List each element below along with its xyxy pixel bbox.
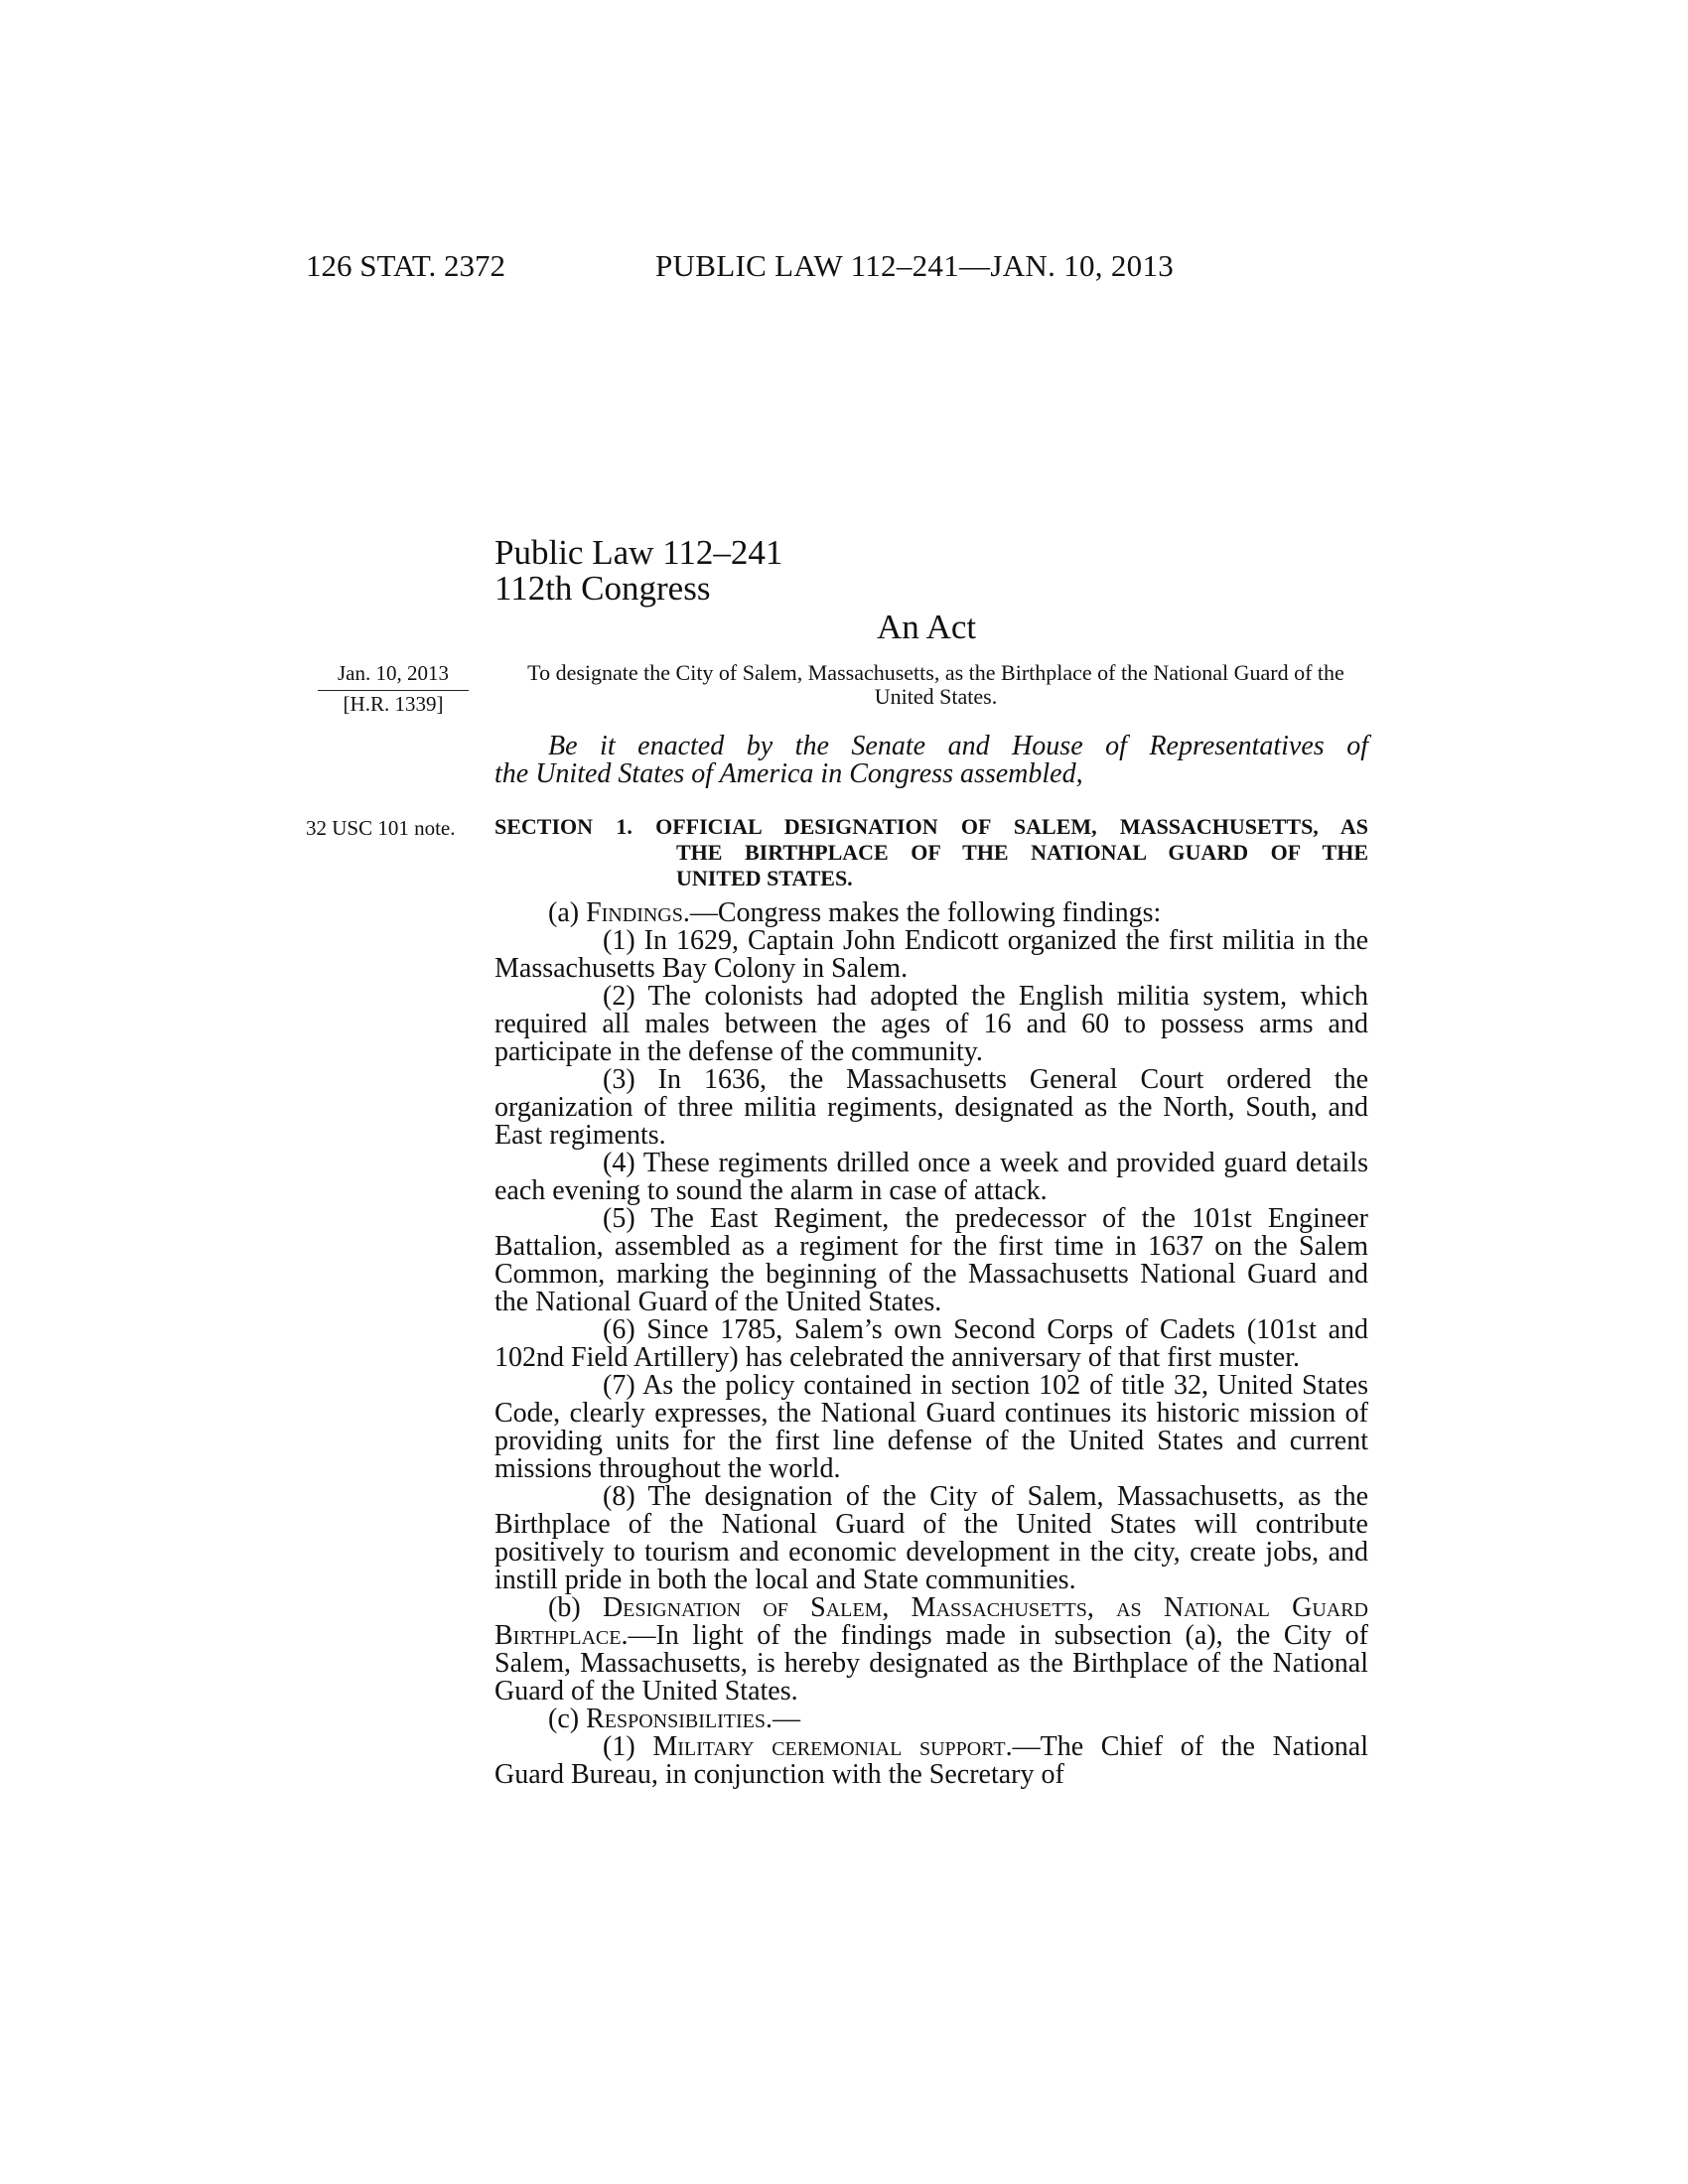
subsection-a [494, 899, 1368, 927]
act-purpose: To designate the City of Salem, Massachusetts, as the Birthplace of the National Guard of the United States. [527, 660, 1344, 709]
congress-number: 112th Congress [494, 569, 711, 608]
section-heading-line-2: THE BIRTHPLACE OF THE NATIONAL GUARD OF THE [676, 840, 1368, 865]
finding-6: (6) Since 1785, Salem’s own Second Corps of Cadets (101st and 102nd Field Artillery) has celebrated the anniversary of that first muster. [494, 1314, 1368, 1373]
subsection-a-label: (a) [548, 897, 587, 928]
act-title: An Act [877, 608, 977, 646]
finding-2: (2) The colonists had adopted the English militia system, which required all males between the ages of 16 and 60 to possess arms and participate in the defense of the community. [494, 981, 1368, 1067]
paragraph-c-1 [494, 1733, 1368, 1789]
enacting-clause [494, 733, 1368, 788]
paragraph-c-1-heading: Military ceremonial support [652, 1731, 1006, 1762]
finding-4: (4) These regiments drilled once a week and provided guard details each evening to sound the alarm in case of attack. [494, 1148, 1368, 1206]
paragraph-c-1-text: .—The Chief of the National Guard Bureau, in conjunction with the Secretary of [494, 1731, 1369, 1790]
subsection-c-dash: .— [765, 1704, 800, 1734]
finding-3: (3) In 1636, the Massachusetts General Court ordered the organization of three militia regiments, designated as the North, South, and East regiments. [494, 1064, 1368, 1151]
finding-8: (8) The designation of the City of Salem, Massachusetts, as the Birthplace of the National Guard of the United States will contribute positively to tourism and economic development in the city, create jobs, and instill pride in both the local and State communities. [494, 1481, 1368, 1595]
enacting-clause-line-2: the United States of America in Congress assembled, [494, 758, 1083, 789]
paragraph-c-1-label: (1) [603, 1731, 653, 1762]
margin-note-bill-number: [H.R. 1339] [343, 692, 444, 716]
section-heading-line-1: SECTION 1. OFFICIAL DESIGNATION OF SALEM, MASSACHUSETTS, AS [494, 814, 1368, 839]
subsection-c-heading: Responsibilities [586, 1704, 766, 1734]
finding-1: (1) In 1629, Captain John Endicott organized the first militia in the Massachusetts Bay Colony in Salem. [494, 925, 1368, 984]
subsection-b [494, 1594, 1368, 1706]
subsection-a-intro: .—Congress makes the following findings: [682, 897, 1162, 928]
section-heading [494, 814, 1368, 891]
subsection-a-heading: Findings [586, 897, 683, 928]
subsection-b-text: .—In light of the findings made in subsection (a), the City of Salem, Massachusetts, is hereby designated as the Birthplace of the National Guard of the United States. [494, 1620, 1368, 1706]
running-head-page-citation: 126 STAT. 2372 [306, 248, 506, 283]
margin-note-date: Jan. 10, 2013 [318, 661, 469, 691]
subsection-c [494, 1706, 1368, 1733]
section-body [494, 899, 1368, 1789]
running-head-title: PUBLIC LAW 112–241—JAN. 10, 2013 [655, 248, 1175, 283]
finding-5: (5) The East Regiment, the predecessor of the 101st Engineer Battalion, assembled as a regiment for the first time in 1637 on the Salem Common, marking the beginning of the Massachusetts National Guard and the National Guard of the United States. [494, 1203, 1368, 1317]
finding-7: (7) As the policy contained in section 102 of title 32, United States Code, clearly expresses, the National Guard continues its historic mission of providing units for the first line defense of the United States and current missions throughout the world. [494, 1370, 1368, 1484]
section-heading-line-3: UNITED STATES. [676, 866, 853, 890]
margin-note-usc-citation: 32 USC 101 note. [306, 816, 456, 840]
law-number: Public Law 112–241 [494, 533, 783, 572]
subsection-b-heading: Designation of Salem, Massachusetts, as National Guard Birthplace [494, 1592, 1368, 1651]
subsection-b-label: (b) [548, 1592, 603, 1623]
subsection-c-label: (c) [548, 1704, 587, 1734]
enacting-clause-line-1: Be it enacted by the Senate and House of Representatives of [548, 731, 1368, 761]
